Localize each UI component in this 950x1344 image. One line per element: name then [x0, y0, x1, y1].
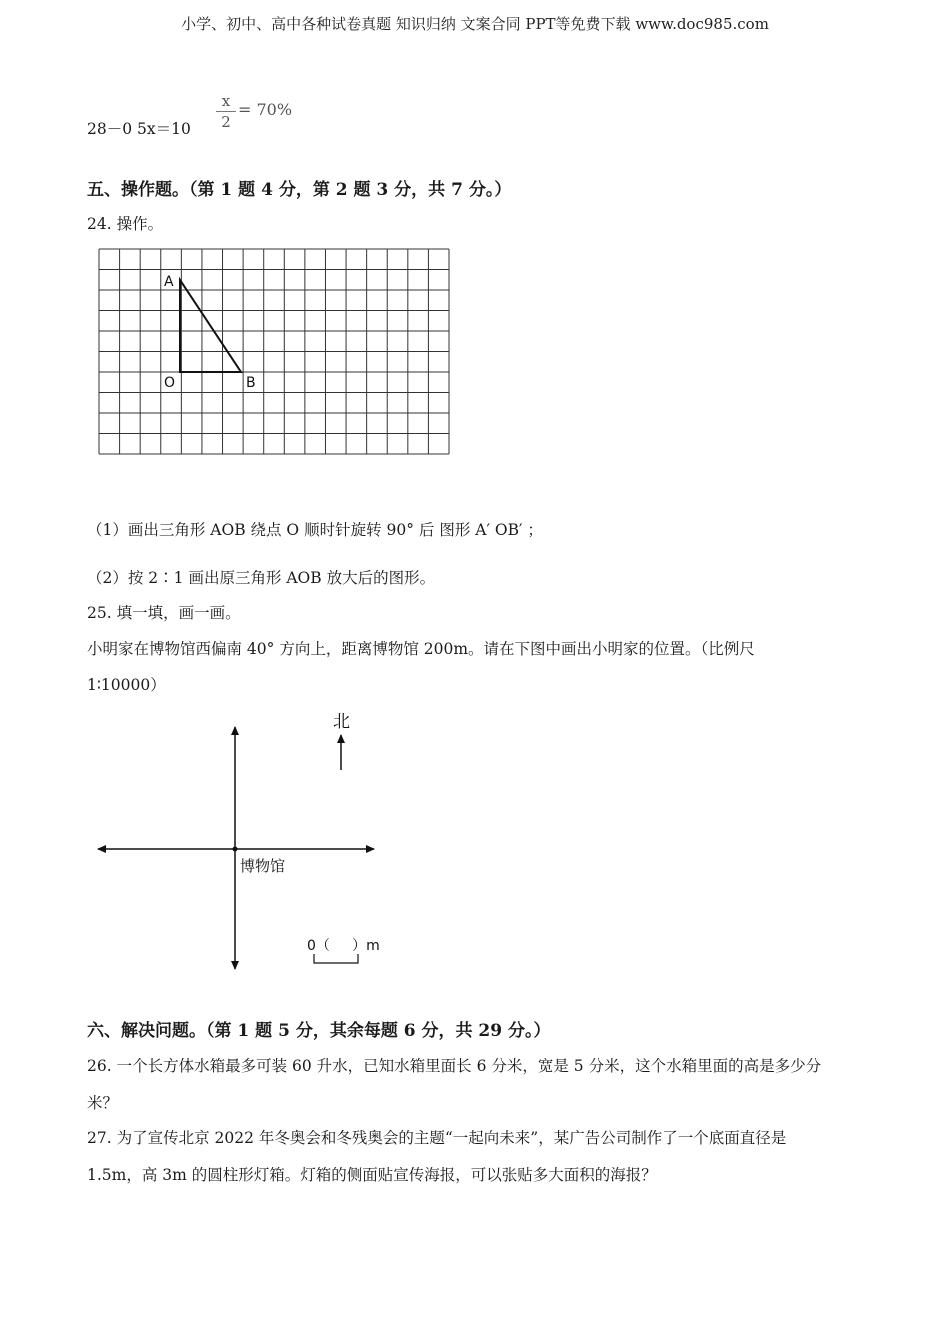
page-header: 小学、初中、高中各种试卷真题 知识归纳 文案合同 PPT等免费下载 www.doc985.com	[181, 15, 769, 33]
equation-1: 28－0 5x＝10	[87, 120, 191, 138]
fraction-bar	[216, 111, 236, 112]
grid-figure	[97, 247, 451, 457]
section-5-title: 五、操作题。（第 1 题 4 分，第 2 题 3 分，共 7 分。）	[87, 180, 512, 200]
fraction-x-over-2	[216, 92, 236, 131]
question-24-part-2: （2）按 2∶1 画出原三角形 AOB 放大后的图形。	[87, 569, 436, 587]
triangle-aob	[180, 280, 241, 372]
question-26-line-2: 米？	[87, 1094, 119, 1112]
question-26-line-1: 26. 一个长方体水箱最多可装 60 升水，已知水箱里面长 6 分米，宽是 5 分米，这个水箱里面的高是多少分	[87, 1057, 822, 1075]
north-label: 北	[333, 712, 350, 732]
label-a: A	[164, 274, 174, 290]
question-25-title: 25. 填一填，画一画。	[87, 604, 241, 622]
scale-bar	[314, 954, 358, 963]
question-24-title: 24. 操作。	[87, 215, 164, 233]
question-24-part-1: （1）画出三角形 AOB 绕点 O 顺时针旋转 90° 后 图形 A′ OB′ ；	[87, 521, 543, 539]
fraction-numerator: x	[221, 92, 231, 110]
scale-label: 0（ ）m	[307, 938, 380, 954]
map-figure	[90, 705, 420, 975]
question-25-text-line-2: 1∶10000）	[87, 676, 166, 694]
question-27-line-2: 1.5m，高 3m 的圆柱形灯箱。灯箱的侧面贴宣传海报，可以张贴多大面积的海报？	[87, 1166, 657, 1184]
fraction-denominator: 2	[221, 113, 231, 131]
museum-label: 博物馆	[240, 857, 286, 875]
question-27-line-1: 27. 为了宣传北京 2022 年冬奥会和冬残奥会的主题“一起向未来”，某广告公司制作了一个底面直径是	[87, 1129, 787, 1147]
section-6-title: 六、解决问题。（第 1 题 5 分，其余每题 6 分，共 29 分。）	[87, 1021, 551, 1041]
label-o: O	[164, 375, 176, 391]
label-b: B	[246, 375, 256, 391]
equation-2-rhs: = 70%	[238, 100, 293, 119]
grid-lines	[99, 249, 449, 454]
question-25-text-line-1: 小明家在博物馆西偏南 40° 方向上，距离博物馆 200m。请在下图中画出小明家的位置。（比例尺	[87, 640, 755, 658]
museum-point	[233, 847, 238, 852]
